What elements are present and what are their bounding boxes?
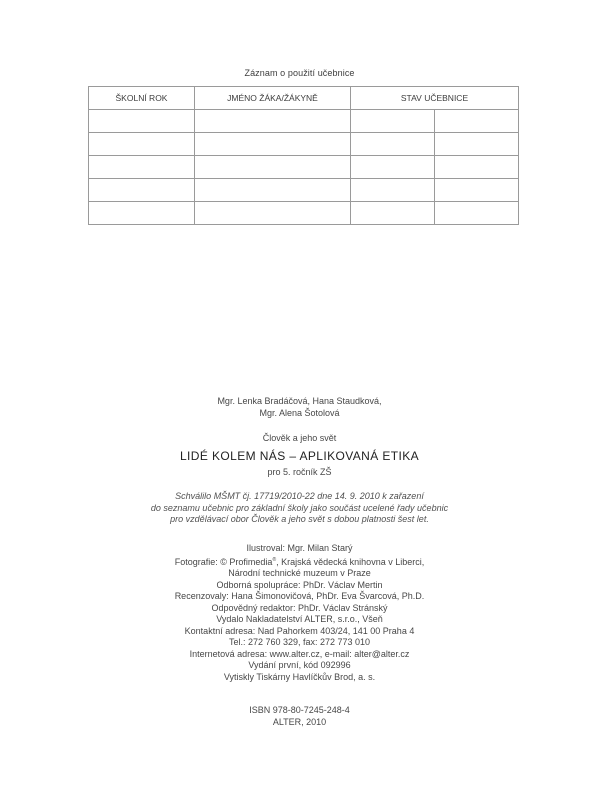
approval-line: do seznamu učebnic pro základní školy jako součást ucelené řady učebnic bbox=[150, 502, 449, 513]
grade-line bbox=[0, 467, 599, 479]
cell-student-name bbox=[195, 110, 351, 133]
table-row bbox=[89, 110, 519, 133]
authors-line: Mgr. Alena Šotolová bbox=[259, 407, 340, 418]
header-school-year: ŠKOLNÍ ROK bbox=[89, 87, 195, 110]
record-caption: Záznam o použití učebnice bbox=[244, 68, 355, 78]
cell-condition-start bbox=[351, 133, 435, 156]
isbn-block bbox=[0, 705, 599, 728]
cell-condition-end bbox=[435, 156, 519, 179]
editor-line: Odpovědný redaktor: PhDr. Václav Stránský bbox=[211, 602, 388, 613]
cell-school-year bbox=[89, 202, 195, 225]
header-textbook-condition: STAV UČEBNICE bbox=[351, 87, 519, 110]
phone-line: Tel.: 272 760 329, fax: 272 773 010 bbox=[228, 637, 371, 647]
photos-prefix: Fotografie: © Profimedia bbox=[174, 556, 273, 567]
edition-line: Vydání první, kód 092996 bbox=[248, 660, 351, 670]
credits-block bbox=[0, 543, 599, 683]
web-line: Internetová adresa: www.alter.cz, e-mail: alter@alter.cz bbox=[189, 648, 410, 659]
table-row bbox=[89, 156, 519, 179]
expert-line: Odborná spolupráce: PhDr. Václav Mertin bbox=[216, 579, 383, 590]
cell-student-name bbox=[195, 156, 351, 179]
cell-school-year bbox=[89, 179, 195, 202]
cell-condition-start bbox=[351, 156, 435, 179]
book-title: LIDÉ KOLEM NÁS – APLIKOVANÁ ETIKA bbox=[179, 449, 420, 463]
reviewers-line: Recenzovaly: Hana Šimonovičová, PhDr. Eva Švarcová, Ph.D. bbox=[174, 591, 425, 601]
authors-block bbox=[0, 396, 599, 419]
approval-line: pro vzdělávací obor Člověk a jeho svět s dobou platnosti šest let. bbox=[170, 514, 429, 524]
approval-block bbox=[0, 491, 599, 526]
photos-rest: , Krajská vědecká knihovna v Liberci, bbox=[276, 556, 425, 567]
photos-line bbox=[0, 555, 599, 569]
record-header-row bbox=[89, 87, 519, 110]
header-student-name: JMÉNO ŽÁKA/ŽÁKYNĚ bbox=[195, 87, 351, 110]
authors-line: Mgr. Lenka Bradáčová, Hana Staudková, bbox=[217, 396, 382, 406]
registered-mark: ® bbox=[272, 556, 277, 563]
publisher-line: Vydalo Nakladatelství ALTER, s.r.o., Všeň bbox=[216, 614, 383, 624]
cell-school-year bbox=[89, 156, 195, 179]
illustrator-line: Ilustroval: Mgr. Milan Starý bbox=[246, 543, 353, 553]
cell-condition-start bbox=[351, 202, 435, 225]
cell-condition-start bbox=[351, 110, 435, 133]
cell-student-name bbox=[195, 179, 351, 202]
cell-student-name bbox=[195, 202, 351, 225]
table-row bbox=[89, 133, 519, 156]
series-label: Člověk a jeho svět bbox=[262, 433, 337, 443]
copyright-line: ALTER, 2010 bbox=[272, 716, 327, 727]
cell-condition-start bbox=[351, 179, 435, 202]
cell-condition-end bbox=[435, 202, 519, 225]
cell-condition-end bbox=[435, 179, 519, 202]
grade-label: pro 5. ročník ZŠ bbox=[267, 467, 332, 477]
record-table bbox=[88, 86, 519, 225]
cell-school-year bbox=[89, 110, 195, 133]
approval-line: Schválilo MŠMT čj. 17719/2010-22 dne 14. 9. 2010 k zařazení bbox=[175, 491, 424, 501]
cell-school-year bbox=[89, 133, 195, 156]
cell-condition-end bbox=[435, 133, 519, 156]
photos-line-2: Národní technické muzeum v Praze bbox=[228, 568, 371, 578]
isbn-line: ISBN 978-80-7245-248-4 bbox=[249, 705, 350, 715]
printer-line: Vytiskly Tiskárny Havlíčkův Brod, a. s. bbox=[223, 671, 376, 682]
address-line: Kontaktní adresa: Nad Pahorkem 403/24, 141 00 Praha 4 bbox=[184, 625, 415, 636]
series-name bbox=[0, 433, 599, 445]
table-row bbox=[89, 179, 519, 202]
cell-condition-end bbox=[435, 110, 519, 133]
cell-student-name bbox=[195, 133, 351, 156]
table-row bbox=[89, 202, 519, 225]
